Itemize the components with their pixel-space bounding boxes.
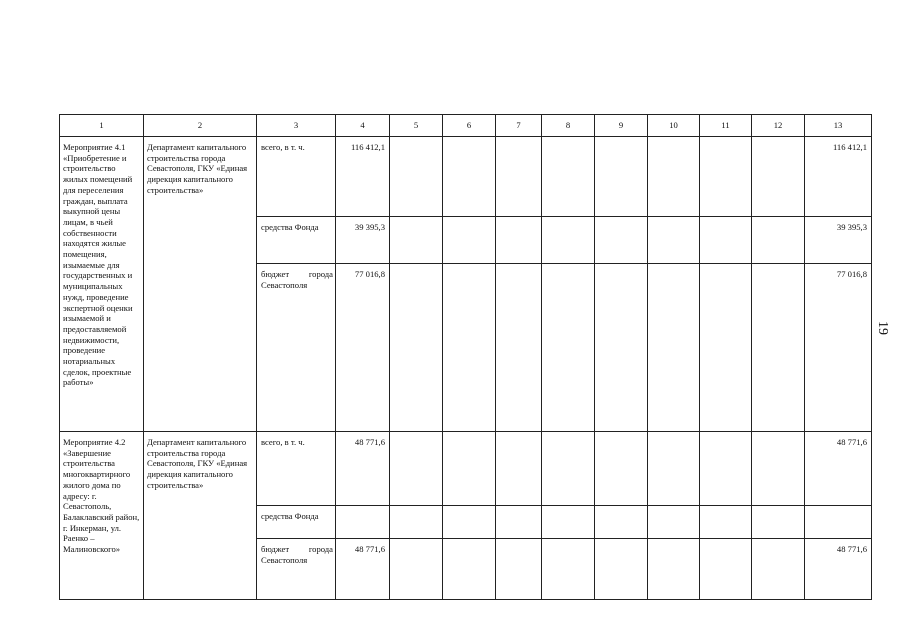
column-header: 7: [496, 115, 542, 137]
empty-cell: [700, 137, 752, 217]
empty-cell: [648, 432, 700, 506]
measure-name-cell: Мероприятие 4.2 «Завершение строительства многоквартирного жилого дома по адресу: г. Севастополь, Балаклавский район, г. Инкерман, ул. Раенко – Малиновского»: [60, 432, 144, 600]
column-header: 12: [752, 115, 805, 137]
empty-cell: [752, 432, 805, 506]
empty-cell: [700, 539, 752, 600]
empty-cell: [496, 539, 542, 600]
column-header: 3: [257, 115, 336, 137]
empty-cell: [496, 432, 542, 506]
empty-cell: [752, 506, 805, 539]
empty-cell: [443, 217, 496, 264]
executor-cell: Департамент капитального строительства города Севастополя, ГКУ «Единая дирекция капитального строительства»: [144, 137, 257, 432]
column-header: 11: [700, 115, 752, 137]
empty-cell: [542, 432, 595, 506]
amount-cell: 48 771,6: [336, 539, 390, 600]
funding-source-cell: всего, в т. ч.: [257, 432, 336, 506]
empty-cell: [542, 506, 595, 539]
empty-cell: [390, 217, 443, 264]
empty-cell: [595, 264, 648, 432]
column-header: 6: [443, 115, 496, 137]
total-cell: 116 412,1: [805, 137, 872, 217]
funding-source-cell: всего, в т. ч.: [257, 137, 336, 217]
total-cell: [805, 506, 872, 539]
column-header: 9: [595, 115, 648, 137]
empty-cell: [752, 217, 805, 264]
empty-cell: [700, 432, 752, 506]
empty-cell: [648, 137, 700, 217]
column-header: 4: [336, 115, 390, 137]
empty-cell: [595, 217, 648, 264]
column-header: 5: [390, 115, 443, 137]
executor-cell: Департамент капитального строительства города Севастополя, ГКУ «Единая дирекция капитального строительства»: [144, 432, 257, 600]
column-header: 1: [60, 115, 144, 137]
empty-cell: [443, 137, 496, 217]
empty-cell: [390, 539, 443, 600]
column-header: 10: [648, 115, 700, 137]
amount-cell: 39 395,3: [336, 217, 390, 264]
empty-cell: [496, 264, 542, 432]
total-cell: 39 395,3: [805, 217, 872, 264]
empty-cell: [700, 264, 752, 432]
column-header: 2: [144, 115, 257, 137]
empty-cell: [752, 539, 805, 600]
empty-cell: [648, 506, 700, 539]
budget-table: [59, 114, 872, 600]
funding-source-cell: бюджет города Севастополя: [257, 264, 336, 432]
empty-cell: [390, 264, 443, 432]
total-cell: 48 771,6: [805, 432, 872, 506]
empty-cell: [390, 137, 443, 217]
empty-cell: [443, 432, 496, 506]
empty-cell: [390, 506, 443, 539]
empty-cell: [595, 137, 648, 217]
header-row: [60, 115, 872, 137]
empty-cell: [700, 217, 752, 264]
empty-cell: [595, 539, 648, 600]
empty-cell: [595, 432, 648, 506]
empty-cell: [542, 137, 595, 217]
empty-cell: [648, 264, 700, 432]
empty-cell: [496, 137, 542, 217]
budget-table-container: [59, 114, 871, 599]
amount-cell: 48 771,6: [336, 432, 390, 506]
amount-cell: 77 016,8: [336, 264, 390, 432]
table-row: [60, 432, 872, 506]
measure-name-cell: Мероприятие 4.1 «Приобретение и строительство жилых помещений для переселения граждан, выплата выкупной цены лицам, в чьей собственности находятся жилые помещения, изымаемые для государственных и муниципальных нужд, проведение экспертной оценки изымаемой и предоставляемой недвижимости, проведение нотариальных сделок, проектные работы»: [60, 137, 144, 432]
page-number: 19: [875, 321, 890, 335]
empty-cell: [542, 539, 595, 600]
empty-cell: [496, 217, 542, 264]
funding-source-cell: средства Фонда: [257, 217, 336, 264]
total-cell: 77 016,8: [805, 264, 872, 432]
column-header: 13: [805, 115, 872, 137]
empty-cell: [648, 217, 700, 264]
empty-cell: [390, 432, 443, 506]
empty-cell: [648, 539, 700, 600]
empty-cell: [443, 539, 496, 600]
table-row: [60, 137, 872, 217]
funding-source-cell: средства Фонда: [257, 506, 336, 539]
amount-cell: 116 412,1: [336, 137, 390, 217]
column-header: 8: [542, 115, 595, 137]
amount-cell: [336, 506, 390, 539]
total-cell: 48 771,6: [805, 539, 872, 600]
empty-cell: [443, 264, 496, 432]
empty-cell: [752, 264, 805, 432]
empty-cell: [700, 506, 752, 539]
empty-cell: [752, 137, 805, 217]
empty-cell: [595, 506, 648, 539]
empty-cell: [443, 506, 496, 539]
empty-cell: [542, 217, 595, 264]
empty-cell: [542, 264, 595, 432]
funding-source-cell: бюджет города Севастополя: [257, 539, 336, 600]
empty-cell: [496, 506, 542, 539]
